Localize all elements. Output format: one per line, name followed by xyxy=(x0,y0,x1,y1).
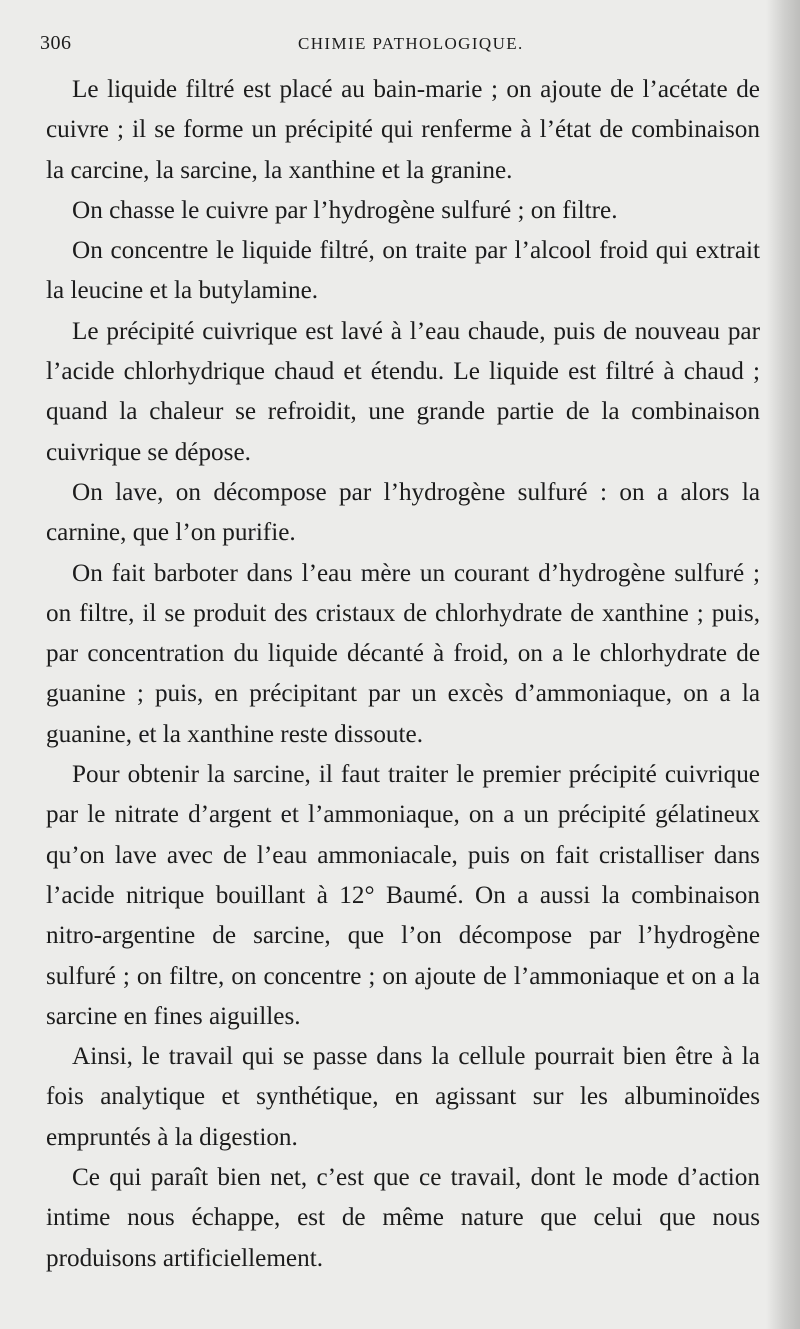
paragraph: Pour obtenir la sarcine, il faut traiter le premier précipité cuivrique par le nitrate d’argent et l’ammoniaque, on a un précipité gélatineux qu’on lave avec de l’eau ammoniacale, puis on fait cristalliser dans l’acide nitrique bouillant à 12° Baumé. On a aussi la combinaison nitro-argentine de sarcine, que l’on décompose par l’hydrogène sulfuré ; on filtre, on concentre ; on ajoute de l’ammoniaque et on a la sarcine en fines aiguilles. xyxy=(46,761,760,1030)
paragraph: Ce qui paraît bien net, c’est que ce travail, dont le mode d’action intime nous échappe, est de même nature que celui que nous produisons artificiellement. xyxy=(46,1164,760,1272)
body-text xyxy=(46,70,760,1279)
paragraph: On fait barboter dans l’eau mère un courant d’hydrogène sulfuré ; on filtre, il se produit des cristaux de chlorhydrate de xanthine ; puis, par concentration du liquide décanté à froid, on a le chlorhydrate de guanine ; puis, en précipitant par un excès d’ammoniaque, on a la guanine, et la xanthine reste dissoute. xyxy=(46,559,760,748)
paragraph: Le liquide filtré est placé au bain-marie ; on ajoute de l’acétate de cuivre ; il se forme un précipité qui renferme à l’état de combinaison la carcine, la sarcine, la xanthine et la granine. xyxy=(46,76,760,184)
running-head: CHIMIE PATHOLOGIQUE. xyxy=(298,34,524,53)
paragraph: On lave, on décompose par l’hydrogène sulfuré : on a alors la carnine, que l’on purifie. xyxy=(46,478,760,547)
paragraph: On chasse le cuivre par l’hydrogène sulfuré ; on filtre. xyxy=(72,196,618,224)
page-number: 306 xyxy=(40,32,72,54)
page-header xyxy=(40,30,760,60)
paragraph: Ainsi, le travail qui se passe dans la cellule pourrait bien être à la fois analytique et synthétique, en agissant sur les albuminoïdes empruntés à la digestion. xyxy=(46,1043,760,1151)
paragraph: Le précipité cuivrique est lavé à l’eau chaude, puis de nouveau par l’acide chlorhydrique chaud et étendu. Le liquide est filtré à chaud ; quand la chaleur se refroidit, une grande partie de la combinaison cuivrique se dépose. xyxy=(46,317,760,466)
paragraph: On concentre le liquide filtré, on traite par l’alcool froid qui extrait la leucine et la butylamine. xyxy=(46,237,760,305)
page-edge-shadow xyxy=(766,0,800,1329)
